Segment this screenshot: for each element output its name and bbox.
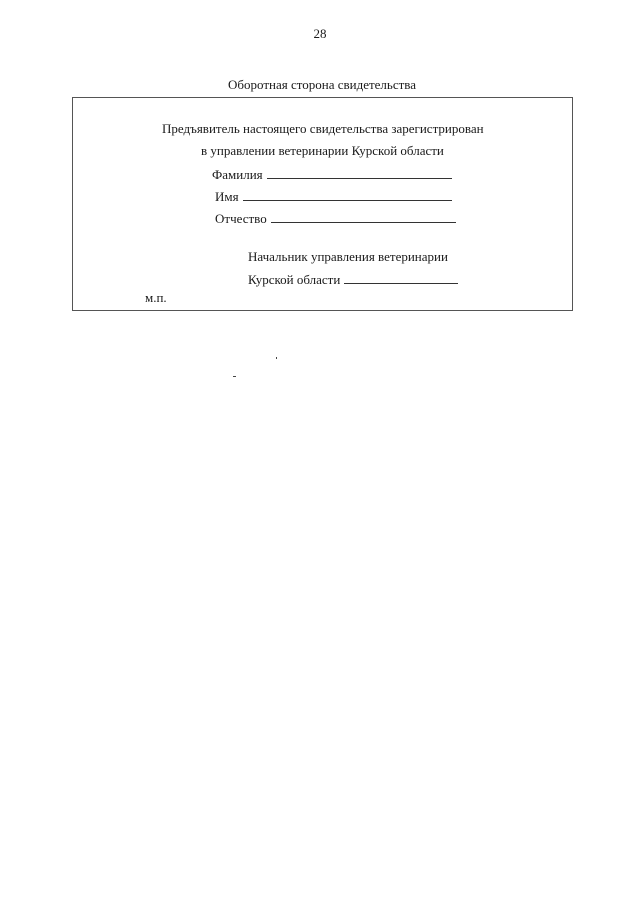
intro-text-line-2: в управлении ветеринарии Курской области: [201, 143, 444, 158]
scan-speck: [233, 376, 236, 377]
signature-title-line-1: Начальник управления ветеринарии: [248, 249, 448, 264]
patronymic-blank-line: [271, 210, 456, 223]
scan-speck: [276, 357, 277, 359]
name-row: [215, 188, 452, 205]
page-heading: Оборотная сторона свидетельства: [227, 77, 417, 92]
patronymic-label: Отчество: [215, 211, 267, 226]
signature-title-label: Курской области: [248, 272, 341, 287]
surname-label: Фамилия: [212, 167, 263, 182]
certificate-back-frame: [72, 97, 573, 311]
name-label: Имя: [215, 189, 239, 204]
signature-blank-line: [344, 271, 458, 284]
surname-blank-line: [267, 166, 452, 179]
signature-title-line-2: [248, 271, 458, 288]
page-number: 28: [313, 26, 327, 41]
stamp-label: м.п.: [145, 290, 167, 305]
name-blank-line: [243, 188, 452, 201]
patronymic-row: [215, 210, 456, 227]
surname-row: [212, 166, 452, 183]
intro-text-line-1: Предъявитель настоящего свидетельства зарегистрирован: [162, 121, 484, 136]
